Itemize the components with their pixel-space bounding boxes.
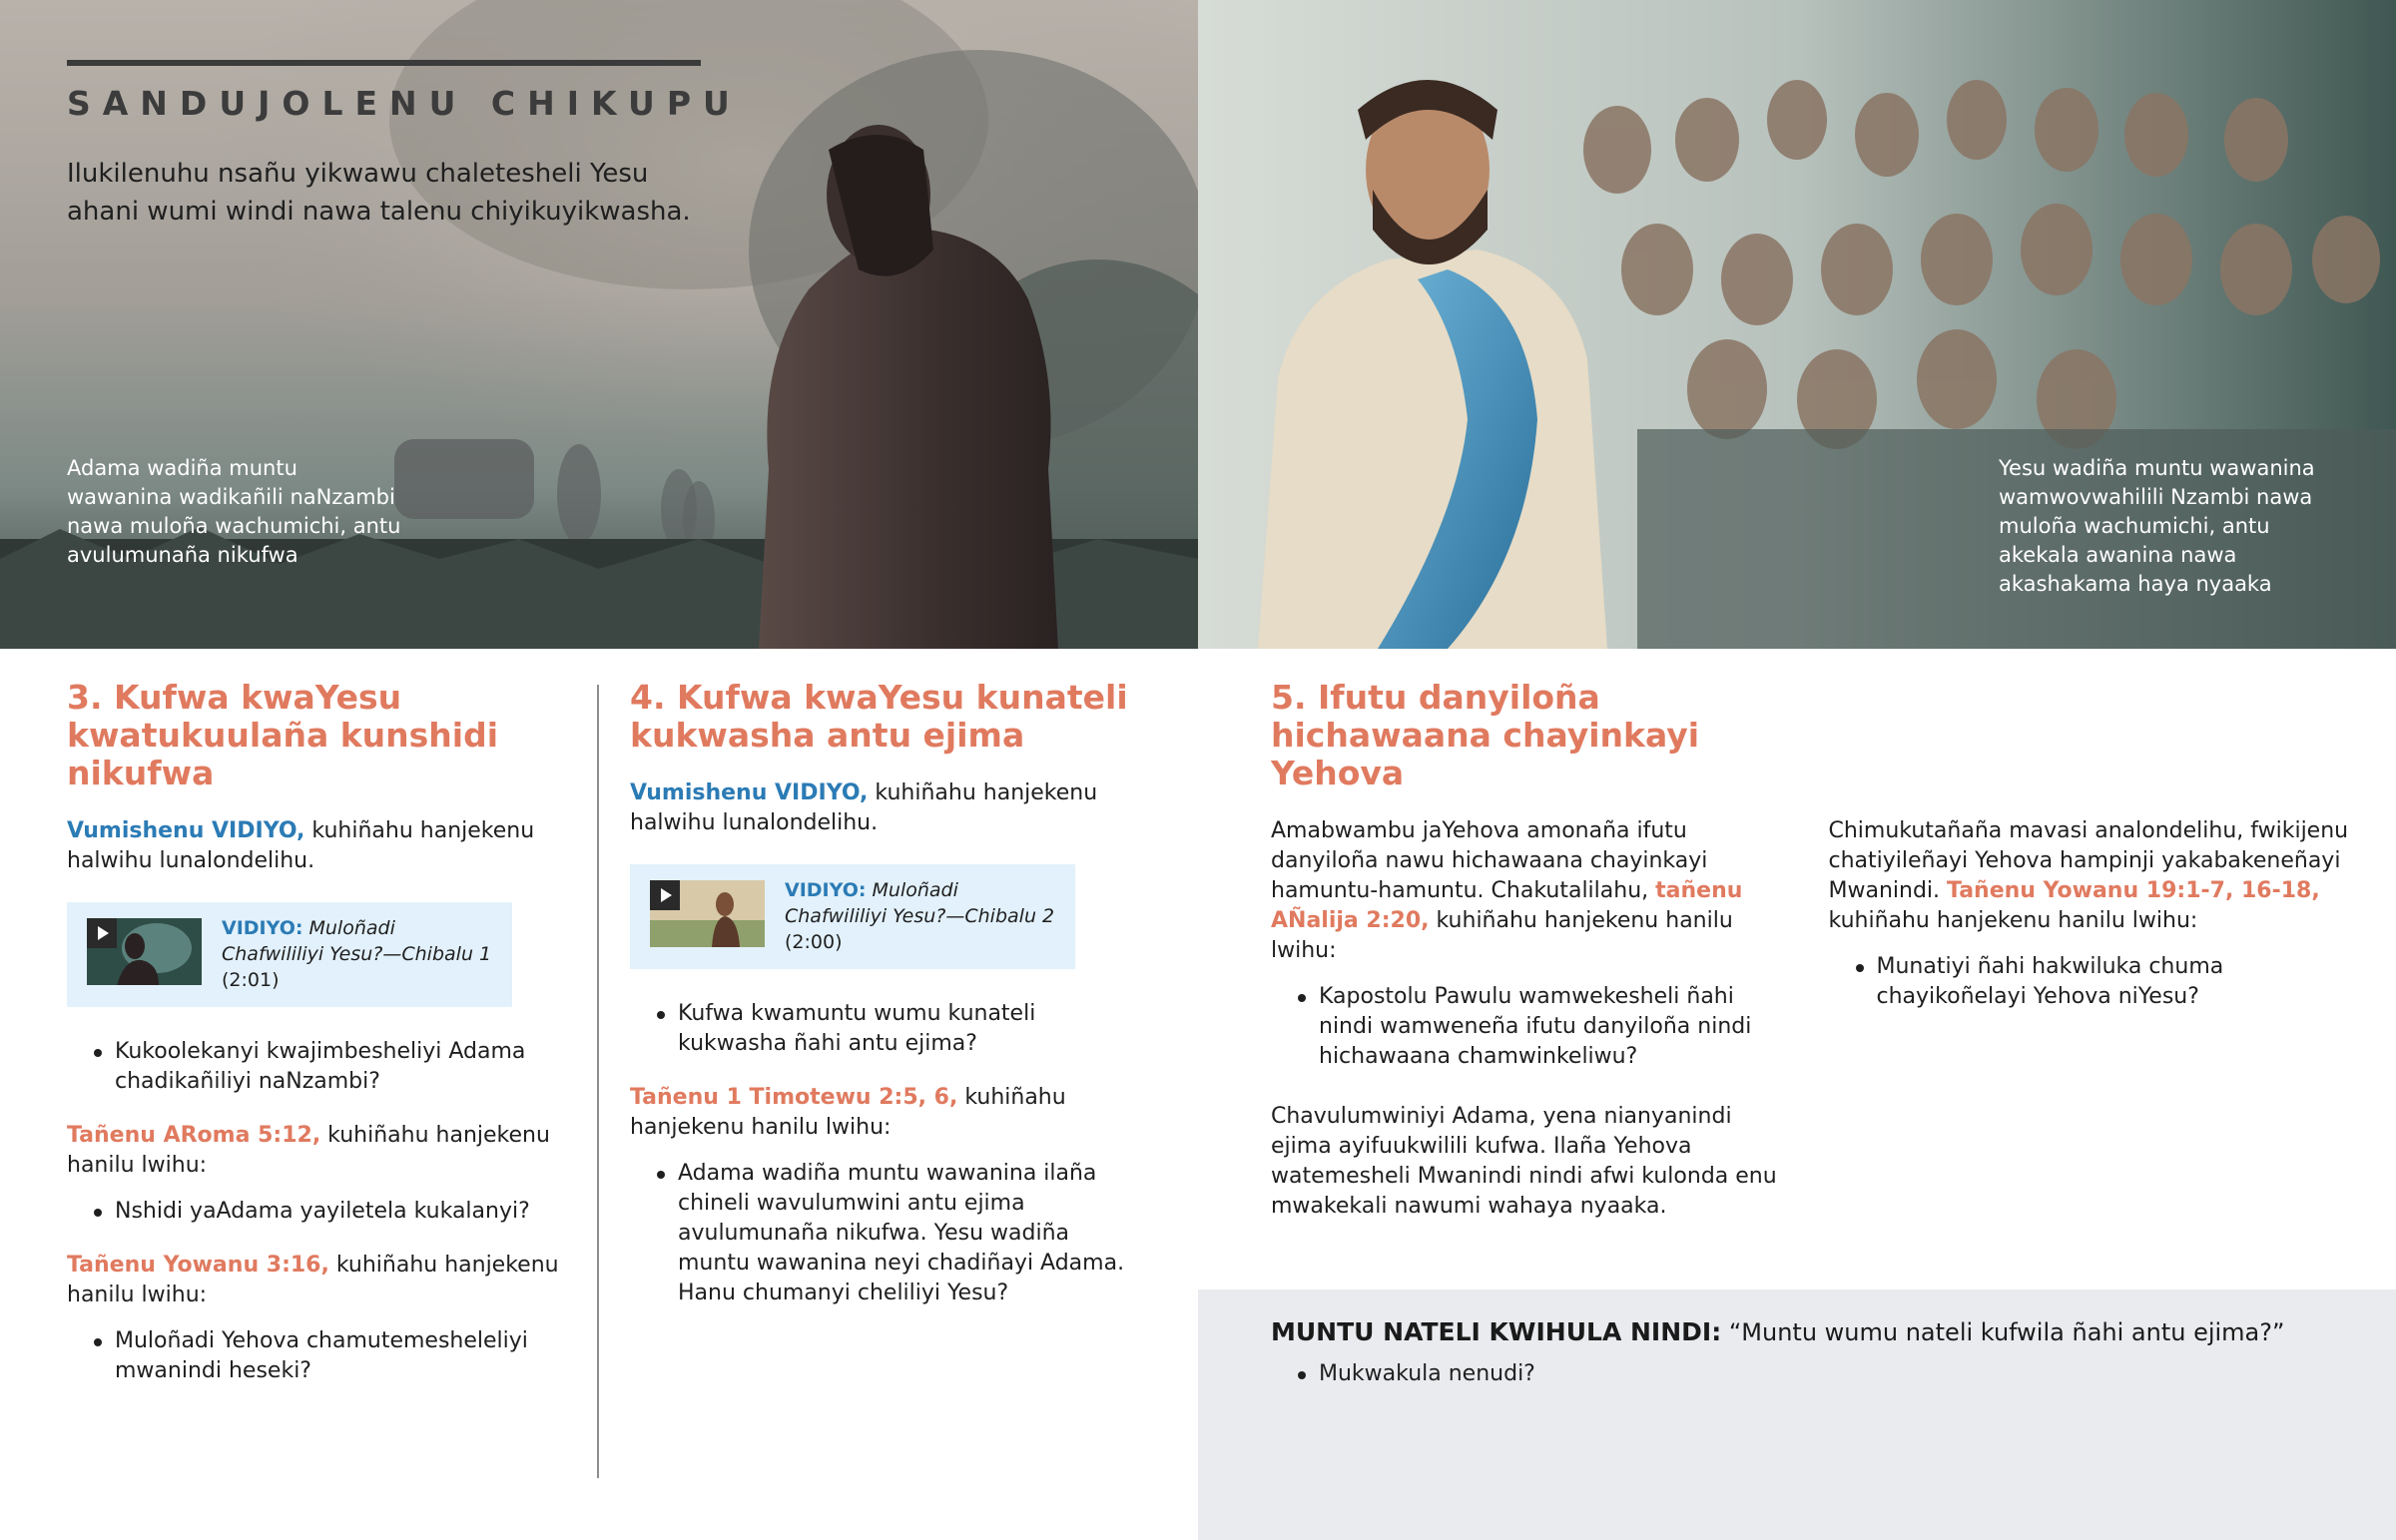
section-3-questions-3 xyxy=(67,1326,566,1386)
section-4 xyxy=(630,679,1129,1332)
list-item: Munatiyi ñahi hakwiluka chuma chayikoñelayi Yehova niYesu? xyxy=(1829,952,2350,1012)
watch-video-link[interactable]: Vumishenu VIDIYO, xyxy=(630,780,869,805)
section-5 xyxy=(1271,679,2349,1222)
list-item: Muloñadi Yehova chamutemesheleliyi mwanindi heseki? xyxy=(67,1326,566,1386)
section-5-paragraph-3: Chimukutañaña mavasi analondelihu, fwikijenu chatiyileñayi Yehova hampinji yakabakeneñayi Mwanindi. Tañenu Yowanu 19:1-7, 16-18, kuhiñahu hanjekenu hanilu lwihu: xyxy=(1828,818,2349,933)
question-label: MUNTU NATELI KWIHULA NINDI: xyxy=(1271,1317,1722,1346)
section-5-left xyxy=(1271,816,1792,1222)
video-card-2[interactable] xyxy=(630,864,1075,969)
question-text: “Muntu wumu nateli kufwila ñahi antu ejima?” xyxy=(1721,1318,2285,1346)
section-5-questions-2 xyxy=(1829,952,2350,1012)
section-5-questions-1 xyxy=(1271,982,1792,1072)
column-divider xyxy=(597,685,599,1478)
play-icon[interactable] xyxy=(650,880,680,910)
video-caption-1: VIDIYO: Muloñadi Chafwililiyi Yesu?—Chibalu 1 (2:01) xyxy=(222,917,492,991)
video-caption-2: VIDIYO: Muloñadi Chafwililiyi Yesu?—Chibalu 2 (2:00) xyxy=(785,879,1055,953)
scripture-link-john[interactable]: Tañenu Yowanu 3:16, xyxy=(67,1253,329,1278)
scripture-reading-1: Tañenu ARoma 5:12, kuhiñahu hanjekenu hanilu lwihu: xyxy=(67,1123,550,1178)
section-4-heading: 4. Kufwa kwaYesu kunateli kukwasha antu ejima xyxy=(630,678,1128,755)
scripture-reading-2: Tañenu Yowanu 3:16, kuhiñahu hanjekenu hanilu lwihu: xyxy=(67,1253,559,1307)
section-4-questions-2 xyxy=(630,1159,1129,1308)
scripture-link-timothy[interactable]: Tañenu 1 Timotewu 2:5, 6, xyxy=(630,1085,958,1110)
title-rule xyxy=(67,60,701,66)
section-title: SANDUJOLENU CHIKUPU xyxy=(67,84,742,123)
caption-jesus: Yesu wadiña muntu wawanina wamwovwahilili Nzambi nawa muloña wachumichi, antu akekala awanina nawa akashakama haya nyaaka xyxy=(1999,456,2315,596)
section-3-questions-2 xyxy=(67,1197,566,1227)
section-3 xyxy=(67,679,566,1410)
section-3-watch: Vumishenu VIDIYO, kuhiñahu hanjekenu halwihu lunalondelihu. xyxy=(67,818,535,873)
scripture-reading-3: Tañenu 1 Timotewu 2:5, 6, kuhiñahu hanjekenu hanilu lwihu: xyxy=(630,1085,1066,1140)
section-4-questions-1 xyxy=(630,999,1129,1059)
intro-text: Ilukilenuhu nsañu yikwawu chaletesheli Yesu ahani wumi windi nawa talenu chiyikuyikwasha. xyxy=(67,159,691,227)
list-item: Kufwa kwamuntu wumu kunateli kukwasha ñahi antu ejima? xyxy=(630,999,1129,1059)
video-thumbnail-2[interactable] xyxy=(650,880,765,947)
hero-image-adam xyxy=(0,0,1198,649)
section-3-heading: 3. Kufwa kwaYesu kwatukuulaña kunshidi nikufwa xyxy=(67,678,499,792)
list-item: Mukwakula nenudi? xyxy=(1271,1359,2349,1389)
section-5-heading: 5. Ifutu danyiloña hichawaana chayinkayi Yehova xyxy=(1271,678,1700,792)
section-5-paragraph-2: Chavulumwiniyi Adama, yena nianyanindi ejima ayifuukwilili kufwa. Ilaña Yehova watemesheli Mwanindi nindi afwi kulonda enu mwakekali nawumi wahaya nyaaka. xyxy=(1271,1104,1777,1219)
list-item: Adama wadiña muntu wawanina ilaña chineli wavulumwini antu ejima avulumunaña nikufwa. Yesu wadiña muntu wawanina neyi chadiñayi Adama. Hanu chumanyi cheliliyi Yesu? xyxy=(630,1159,1129,1308)
video-card-1[interactable] xyxy=(67,902,512,1007)
caption-adam: Adama wadiña muntu wawanina wadikañili naNzambi nawa muloña wachumichi, antu avulumunaña nikufwa xyxy=(67,456,401,567)
question-line xyxy=(1271,1315,2349,1349)
scripture-link-romans[interactable]: Tañenu ARoma 5:12, xyxy=(67,1123,321,1148)
play-icon[interactable] xyxy=(87,918,117,948)
section-5-paragraph-1: Amabwambu jaYehova amonaña ifutu danyiloña nawu hichawaana chayinkayi hamuntu-hamuntu. Chakutalilahu, tañenu AÑalija 2:20, kuhiñahu hanjekenu hanilu lwihu: xyxy=(1271,818,1743,963)
question-answers xyxy=(1271,1359,2349,1389)
section-4-watch: Vumishenu VIDIYO, kuhiñahu hanjekenu halwihu lunalondelihu. xyxy=(630,780,1098,835)
section-5-right xyxy=(1829,816,2350,1222)
section-3-questions-1 xyxy=(67,1037,566,1097)
question-section xyxy=(1271,1315,2349,1413)
watch-video-link[interactable]: Vumishenu VIDIYO, xyxy=(67,818,305,843)
scripture-link-galatians[interactable]: tañenu AÑalija 2:20, xyxy=(1271,878,1743,933)
list-item: Nshidi yaAdama yayiletela kukalanyi? xyxy=(67,1197,566,1227)
list-item: Kukoolekanyi kwajimbesheliyi Adama chadikañiliyi naNzambi? xyxy=(67,1037,566,1097)
scripture-link-john-19[interactable]: Tañenu Yowanu 19:1-7, 16-18, xyxy=(1947,878,2320,903)
hero-image-jesus xyxy=(1198,0,2396,649)
list-item: Kapostolu Pawulu wamwekesheli ñahi nindi wamweneña ifutu danyiloña nindi hichawaana chamwinkeliwu? xyxy=(1271,982,1792,1072)
video-thumbnail-1[interactable] xyxy=(87,918,202,985)
